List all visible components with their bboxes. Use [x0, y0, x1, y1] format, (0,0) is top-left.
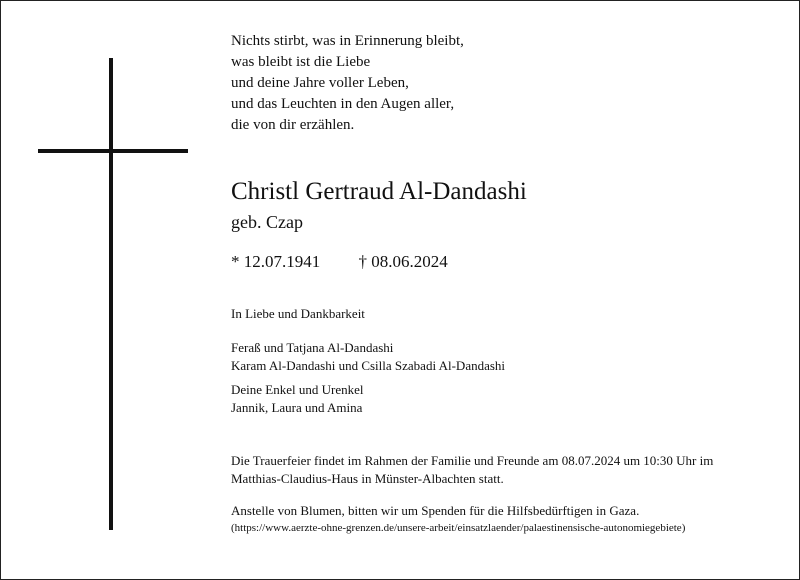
- mourner-line: Deine Enkel und Urenkel: [231, 382, 364, 397]
- donation-text: Anstelle von Blumen, bitten wir um Spenden für die Hilfsbedürftigen in Gaza.: [231, 503, 640, 518]
- ceremony-line: Die Trauerfeier findet im Rahmen der Familie und Freunde am 08.07.2024 um 10:30 Uhr im: [231, 453, 714, 468]
- poem-line: und das Leuchten in den Augen aller,: [231, 96, 455, 112]
- deceased-birth-name: geb. Czap: [231, 212, 303, 232]
- poem-line: und deine Jahre voller Leben,: [231, 75, 409, 91]
- mourners-family: [231, 339, 505, 375]
- mourner-line: Jannik, Laura und Amina: [231, 400, 363, 415]
- mourner-line: Karam Al-Dandashi und Csilla Szabadi Al-Dandashi: [231, 358, 506, 373]
- poem-line: Nichts stirbt, was in Erinnerung bleibt,: [231, 33, 464, 49]
- mourners-grandchildren: [231, 381, 363, 417]
- deceased-name: Christl Gertraud Al-Dandashi: [231, 178, 527, 205]
- donation-notice: [231, 502, 685, 536]
- mourner-line: Feraß und Tatjana Al-Dandashi: [231, 340, 394, 355]
- ceremony-notice: [231, 452, 776, 488]
- poem-line: was bleibt ist die Liebe: [231, 54, 371, 70]
- poem-line: die von dir erzählen.: [231, 117, 355, 133]
- ceremony-line: Matthias-Claudius-Haus in Münster-Albachten statt.: [231, 471, 504, 486]
- life-dates: [231, 251, 448, 273]
- birth-date: * 12.07.1941: [231, 252, 321, 271]
- mourners-intro: In Liebe und Dankbarkeit: [231, 306, 365, 321]
- death-date: † 08.06.2024: [358, 252, 448, 271]
- donation-url: (https://www.aerzte-ohne-grenzen.de/unsere-arbeit/einsatzlaender/palaestinensische-autonomiegebiete): [231, 522, 686, 534]
- memorial-poem: [231, 31, 464, 136]
- cross-icon-vertical-bar: [109, 58, 113, 530]
- cross-icon-horizontal-bar: [38, 149, 188, 153]
